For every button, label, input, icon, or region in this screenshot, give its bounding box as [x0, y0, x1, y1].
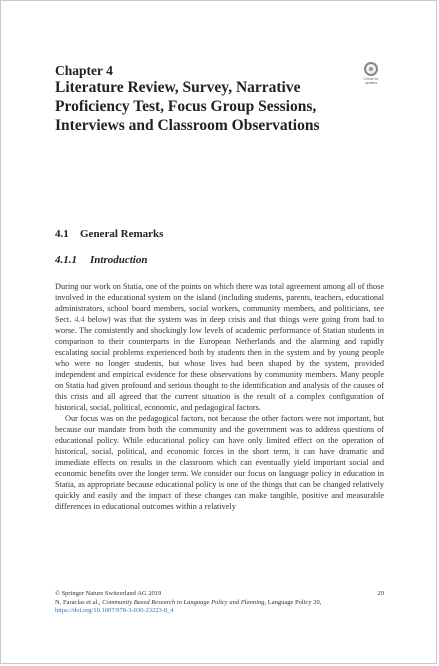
page-number: 29 — [377, 590, 384, 597]
citation-line — [55, 599, 384, 616]
body-text — [55, 281, 384, 512]
copyright-line: © Springer Nature Switzerland AG 2019 — [55, 590, 162, 597]
section-link[interactable]: 4.4 — [74, 315, 85, 324]
chapter-title: Literature Review, Survey, Narrative Proficiency Test, Focus Group Sessions, Interviews and Classroom Observations — [55, 79, 320, 134]
section-number: 4.1 — [55, 228, 69, 240]
chapter-label: Chapter 4 — [55, 63, 113, 78]
crossmark-icon — [364, 62, 378, 76]
section-heading — [55, 228, 163, 240]
paragraph-2: Our focus was on the pedagogical factors, not because the other factors were not important, but because our mandate from both the community and the government was to address questions of educational policy. While educational policy can have only limited effect on the operation of historical, social, political, and economic forces in the short term, it can have dramatic and immediate effects on results in the classroom which can eventually yield important social and economic benefits over the longer term. We consider our focus on language policy in education in Statia, as appropriate because educational policy is one of the things that can be changed relatively quickly and easily and the impact of these changes can make tangible, positive and measurable differences in educational outcomes within a relatively — [55, 414, 384, 511]
doi-link[interactable]: https://doi.org/10.1007/978-3-030-23223-8_4 — [55, 607, 174, 614]
citation-authors: N. Faraclas et al., — [55, 598, 103, 606]
citation-book-title: Community Based Research in Language Policy and Planning — [102, 598, 265, 606]
paragraph-1-text-a: During our work on Statia, one of the points on which there was total agreement among all of those involved in the educational system on the island (including students, parents, teachers, educational administrators, school board members, social workers, community members, and politicians, see Sect. — [55, 282, 384, 324]
subsection-heading — [55, 254, 147, 266]
check-for-updates-badge[interactable] — [360, 62, 382, 88]
page-footer — [55, 590, 384, 616]
citation-series: , Language Policy 20, — [264, 598, 322, 606]
subsection-title: Introduction — [90, 254, 148, 266]
subsection-number: 4.1.1 — [55, 254, 77, 266]
paragraph-1-text-b: below) was that the system was in deep crisis and that things were going from bad to worse. The consistently and shockingly low levels of academic performance of Statian students in comparison to their counterparts in the European Netherlands and the alarming and rapidly escalating social problems experienced both by students then in the system and by young people who were no longer students, but whose lives had been shaped by the system, provided independent and empirical evidence for these observations by community members. Many people on Statia had given profound and serious thought to the identification and analysis of the causes of this crisis and all agreed that the current situation is the result of a complex configuration of historical, social, political, economic, and pedagogical factors. — [55, 315, 384, 412]
section-title: General Remarks — [80, 228, 164, 240]
check-for-updates-label: Check for updates — [363, 77, 379, 85]
paragraph-1 — [55, 281, 384, 413]
